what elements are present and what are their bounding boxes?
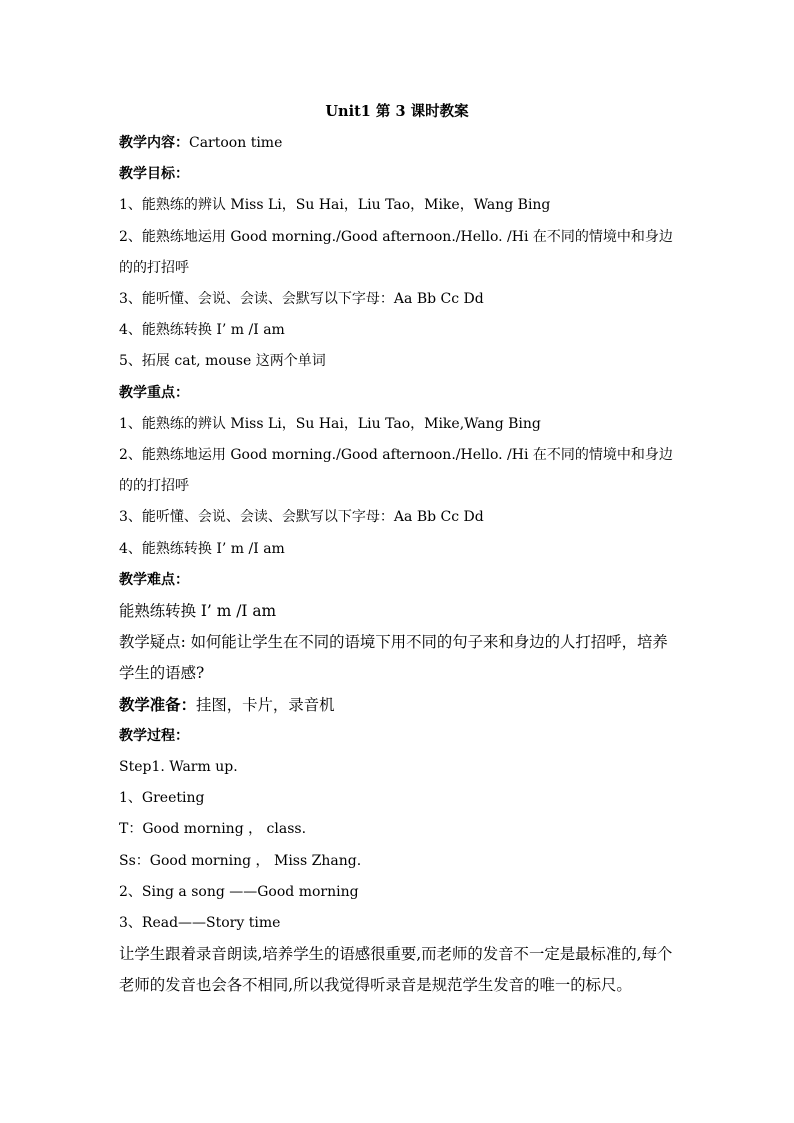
key-points-heading: 教学重点： — [119, 384, 189, 401]
process-step: T：Good morning ， class. — [119, 821, 307, 838]
document-title: Unit1 第 3 课时教案 — [325, 103, 469, 120]
objective-item: 2、能熟练地运用 Good morning./Good afternoon./Hello. /Hi 在不同的情境中和身边的的打招呼 — [119, 228, 673, 276]
process-step: 1、Greeting — [119, 790, 205, 807]
key-point-item: 4、能熟练转换 I’ m /I am — [119, 540, 285, 557]
difficulties-heading: 教学难点： — [119, 571, 189, 588]
preparation-label: 教学准备： — [119, 695, 196, 714]
key-point-item: 2、能熟练地运用 Good morning./Good afternoon./Hello. /Hi 在不同的情境中和身边的的打招呼 — [119, 447, 673, 495]
objective-item: 1、能熟练的辨认 Miss Li，Su Hai，Liu Tao，Mike，Wang Bing — [119, 197, 551, 214]
document-body — [119, 128, 679, 1002]
preparation-line — [119, 690, 679, 721]
key-point-item: 3、能听懂、会说、会读、会默写以下字母：Aa Bb Cc Dd — [119, 509, 484, 526]
process-heading: 教学过程： — [119, 727, 189, 744]
process-step: 3、Read——Story time — [119, 915, 281, 932]
objective-item: 4、能熟练转换 I’ m /I am — [119, 322, 285, 339]
teaching-content-value: Cartoon time — [189, 135, 283, 151]
process-step: 2、Sing a song ——Good morning — [119, 883, 359, 900]
key-point-item: 1、能熟练的辨认 Miss Li，Su Hai，Liu Tao，Mike,Wang Bing — [119, 415, 541, 432]
preparation-value: 挂图，卡片，录音机 — [195, 695, 335, 714]
teaching-content-label: 教学内容： — [119, 135, 189, 151]
objective-item: 3、能听懂、会说、会读、会默写以下字母：Aa Bb Cc Dd — [119, 291, 484, 308]
doubts-text: 教学疑点: 如何能让学生在不同的语境下用不同的句子来和身边的人打招呼，培养学生的语感? — [119, 633, 668, 683]
process-paragraph: 让学生跟着录音朗读,培养学生的语感很重要,而老师的发音不一定是最标准的,每个老师的发音也会各不相同,所以我觉得听录音是规范学生发音的唯一的标尺。 — [119, 945, 673, 995]
process-step: Step1. Warm up. — [119, 759, 238, 776]
difficulties-text: 能熟练转换 I’ m /I am — [119, 602, 277, 621]
teaching-content-line — [119, 128, 679, 159]
objectives-heading: 教学目标： — [119, 166, 189, 183]
objective-item: 5、拓展 cat, mouse 这两个单词 — [119, 353, 326, 370]
process-step: Ss：Good morning ， Miss Zhang. — [119, 852, 362, 869]
